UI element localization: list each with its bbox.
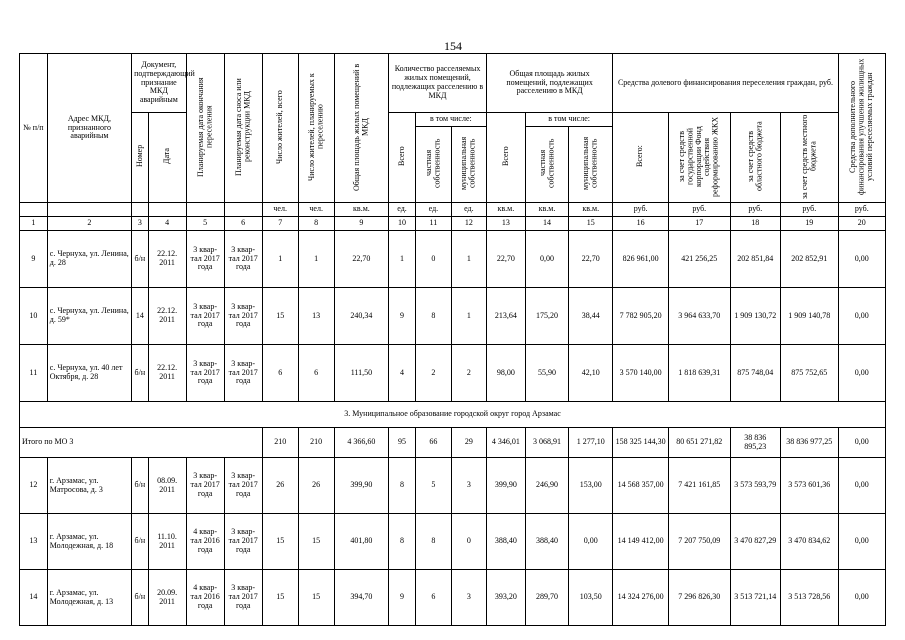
row-value: 246,90	[525, 458, 568, 514]
unit-cell: ед.	[389, 203, 416, 217]
row-plan-demolish: 3 квар- тал 2017 года	[224, 231, 262, 288]
table-row	[20, 514, 886, 570]
section-row	[20, 402, 886, 428]
row-doc-date: 22.12. 2011	[148, 231, 186, 288]
column-number: 8	[298, 217, 334, 231]
header-address: Адрес МКД, признанного аварийным	[47, 54, 131, 203]
row-value: 55,90	[525, 345, 568, 402]
row-value: 826 961,00	[613, 231, 669, 288]
row-value: 3	[451, 570, 486, 626]
row-plan-resettle: 3 квар- тал 2017 года	[186, 345, 224, 402]
table-row	[20, 458, 886, 514]
row-doc-number: 14	[132, 288, 148, 345]
row-value: 22,70	[569, 231, 613, 288]
row-value: 15	[298, 514, 334, 570]
row-value: 14 324 276,00	[613, 570, 669, 626]
row-value: 175,20	[525, 288, 568, 345]
table-row	[20, 570, 886, 626]
column-number: 18	[730, 217, 780, 231]
row-doc-date: 22.12. 2011	[148, 288, 186, 345]
total-value: 210	[298, 428, 334, 458]
header-plan-resettle: Планируемая дата окончания переселения	[186, 54, 224, 203]
header-area-including: в том числе:	[525, 113, 612, 127]
row-value: 388,40	[525, 514, 568, 570]
row-doc-number: б/н	[132, 458, 148, 514]
row-value: 14 568 357,00	[613, 458, 669, 514]
column-number: 13	[486, 217, 525, 231]
row-value: 213,64	[486, 288, 525, 345]
column-number: 16	[613, 217, 669, 231]
row-value: 14 149 412,00	[613, 514, 669, 570]
column-number: 10	[389, 217, 416, 231]
row-value: 6	[298, 345, 334, 402]
total-value: 4 346,01	[486, 428, 525, 458]
row-value: 26	[262, 458, 298, 514]
header-rooms-private: частная собственность	[415, 127, 451, 203]
row-value: 153,00	[569, 458, 613, 514]
row-value: 15	[298, 570, 334, 626]
row-doc-date: 20.09. 2011	[148, 570, 186, 626]
column-number: 15	[569, 217, 613, 231]
row-value: 3 570 140,00	[613, 345, 669, 402]
header-fund-reform: за счет средств государственной корпорации Фонд содействия реформированию ЖКХ	[668, 113, 730, 203]
row-value: 9	[389, 288, 416, 345]
column-number: 4	[148, 217, 186, 231]
row-value: 3 573 593,79	[730, 458, 780, 514]
column-number: 20	[838, 217, 885, 231]
row-plan-resettle: 3 квар- тал 2017 года	[186, 458, 224, 514]
total-value: 29	[451, 428, 486, 458]
unit-cell: ед.	[451, 203, 486, 217]
header-area-total: Всего	[486, 113, 525, 203]
header-doc-number: Номер	[132, 113, 148, 203]
row-value: 3	[451, 458, 486, 514]
total-value: 4 366,60	[334, 428, 389, 458]
row-value: 399,90	[334, 458, 389, 514]
resettlement-table	[19, 53, 886, 626]
row-value: 7 296 826,30	[668, 570, 730, 626]
row-value: 0	[415, 231, 451, 288]
row-plan-resettle: 4 квар- тал 2016 года	[186, 570, 224, 626]
header-room-count: Количество расселяемых жилых помещений, подлежащих расселению в МКД	[389, 54, 487, 113]
row-plan-demolish: 3 квар- тал 2017 года	[224, 345, 262, 402]
row-value: 240,34	[334, 288, 389, 345]
row-plan-demolish: 3 квар- тал 2017 года	[224, 514, 262, 570]
table-row	[20, 288, 886, 345]
row-value: 8	[415, 514, 451, 570]
row-value: 7 207 750,09	[668, 514, 730, 570]
row-value: 8	[389, 514, 416, 570]
column-number: 7	[262, 217, 298, 231]
row-address: с. Чернуха, ул. 40 лет Октября, д. 28	[47, 345, 131, 402]
table-row	[20, 231, 886, 288]
column-number: 17	[668, 217, 730, 231]
total-value: 158 325 144,30	[613, 428, 669, 458]
row-value: 5	[415, 458, 451, 514]
row-value: 22,70	[334, 231, 389, 288]
header-fund-regional: за счет средств областного бюджета	[730, 113, 780, 203]
row-value: 3 470 827,29	[730, 514, 780, 570]
row-value: 1 909 140,78	[780, 288, 838, 345]
row-value: 15	[262, 570, 298, 626]
header-document: Документ, подтверждающий признание МКД аварийным	[132, 54, 187, 113]
row-value: 0,00	[838, 288, 885, 345]
column-number: 6	[224, 217, 262, 231]
row-value: 0,00	[838, 458, 885, 514]
column-number: 11	[415, 217, 451, 231]
row-plan-demolish: 3 квар- тал 2017 года	[224, 458, 262, 514]
row-value: 401,80	[334, 514, 389, 570]
row-plan-resettle: 4 квар- тал 2016 года	[186, 514, 224, 570]
row-value: 0,00	[838, 514, 885, 570]
row-value: 875 748,04	[730, 345, 780, 402]
row-doc-date: 08.09. 2011	[148, 458, 186, 514]
row-value: 0,00	[838, 231, 885, 288]
row-value: 1	[262, 231, 298, 288]
total-value: 80 651 271,82	[668, 428, 730, 458]
row-number: 10	[20, 288, 48, 345]
row-value: 7 782 905,20	[613, 288, 669, 345]
total-value: 3 068,91	[525, 428, 568, 458]
row-doc-number: б/н	[132, 345, 148, 402]
row-value: 4	[389, 345, 416, 402]
column-number: 3	[132, 217, 148, 231]
row-value: 393,20	[486, 570, 525, 626]
unit-cell: руб.	[613, 203, 669, 217]
header-residents-total: Число жителей, всего	[262, 54, 298, 203]
row-value: 15	[262, 288, 298, 345]
total-row	[20, 428, 886, 458]
row-value: 421 256,25	[668, 231, 730, 288]
row-value: 388,40	[486, 514, 525, 570]
unit-cell: кв.м.	[525, 203, 568, 217]
row-value: 8	[415, 288, 451, 345]
row-doc-number: б/н	[132, 231, 148, 288]
column-number: 14	[525, 217, 568, 231]
header-funds-total: Всего:	[613, 113, 669, 203]
unit-cell: чел.	[298, 203, 334, 217]
header-funds: Средства долевого финансирования переселения граждан, руб.	[613, 54, 838, 113]
total-value: 95	[389, 428, 416, 458]
row-number: 14	[20, 570, 48, 626]
unit-cell: руб.	[730, 203, 780, 217]
column-number: 5	[186, 217, 224, 231]
row-value: 0,00	[525, 231, 568, 288]
row-value: 6	[262, 345, 298, 402]
header-doc-date: Дата	[148, 113, 186, 203]
row-address: г. Арзамас, ул. Матросова, д. 3	[47, 458, 131, 514]
row-value: 26	[298, 458, 334, 514]
row-value: 2	[415, 345, 451, 402]
row-address: г. Арзамас, ул. Молодежная, д. 18	[47, 514, 131, 570]
row-value: 3 513 728,56	[780, 570, 838, 626]
row-plan-resettle: 3 квар- тал 2017 года	[186, 288, 224, 345]
row-value: 103,50	[569, 570, 613, 626]
row-value: 8	[389, 458, 416, 514]
header-area-municipal: муниципальная собственность	[569, 127, 613, 203]
unit-cell: кв.м.	[334, 203, 389, 217]
row-value: 399,90	[486, 458, 525, 514]
row-doc-date: 11.10. 2011	[148, 514, 186, 570]
header-rooms-including: в том числе:	[415, 113, 486, 127]
total-value: 38 836 895,23	[730, 428, 780, 458]
row-value: 0,00	[569, 514, 613, 570]
header-area-private: частная собственность	[525, 127, 568, 203]
row-address: с. Чернуха, ул. Ленина, д. 28	[47, 231, 131, 288]
header-plan-demolish: Планируемая дата сноса или реконструкции МКД	[224, 54, 262, 203]
row-number: 13	[20, 514, 48, 570]
header-fund-extra: Средства дополнительного финансирования улучшения жилищных условий переселяемых граждан	[838, 54, 885, 203]
total-value: 66	[415, 428, 451, 458]
row-value: 3 964 633,70	[668, 288, 730, 345]
row-value: 202 852,91	[780, 231, 838, 288]
row-value: 38,44	[569, 288, 613, 345]
header-residents-planned: Число жителей, планируемых к переселению	[298, 54, 334, 203]
row-value: 394,70	[334, 570, 389, 626]
row-value: 2	[451, 345, 486, 402]
row-number: 11	[20, 345, 48, 402]
row-value: 202 851,84	[730, 231, 780, 288]
row-plan-resettle: 3 квар- тал 2017 года	[186, 231, 224, 288]
row-value: 13	[298, 288, 334, 345]
row-value: 289,70	[525, 570, 568, 626]
column-number: 2	[47, 217, 131, 231]
row-value: 15	[262, 514, 298, 570]
total-value: 0,00	[838, 428, 885, 458]
total-value: 38 836 977,25	[780, 428, 838, 458]
total-label: Итого по МО 3	[20, 428, 263, 458]
row-value: 0,00	[838, 345, 885, 402]
unit-cell: руб.	[668, 203, 730, 217]
row-value: 6	[415, 570, 451, 626]
header-fund-local: за счет средств местного бюджета	[780, 113, 838, 203]
row-value: 3 513 721,14	[730, 570, 780, 626]
row-value: 9	[389, 570, 416, 626]
unit-cell: кв.м.	[486, 203, 525, 217]
row-value: 22,70	[486, 231, 525, 288]
row-value: 1	[298, 231, 334, 288]
unit-cell: кв.м.	[569, 203, 613, 217]
unit-cell: ед.	[415, 203, 451, 217]
row-number: 12	[20, 458, 48, 514]
column-number: 9	[334, 217, 389, 231]
row-value: 0	[451, 514, 486, 570]
units-row	[20, 203, 886, 217]
header-num: № п/п	[20, 54, 48, 203]
total-value: 210	[262, 428, 298, 458]
header-rooms-total: Всего	[389, 113, 416, 203]
page-number: 154	[444, 39, 462, 53]
row-value: 42,10	[569, 345, 613, 402]
column-number: 1	[20, 217, 48, 231]
row-value: 98,00	[486, 345, 525, 402]
row-doc-number: б/н	[132, 514, 148, 570]
row-plan-demolish: 3 квар- тал 2017 года	[224, 288, 262, 345]
row-value: 1	[451, 288, 486, 345]
row-doc-number: б/н	[132, 570, 148, 626]
unit-cell: руб.	[838, 203, 885, 217]
row-address: г. Арзамас, ул. Молодежная, д. 13	[47, 570, 131, 626]
row-address: с. Чернуха, ул. Ленина, д. 59*	[47, 288, 131, 345]
row-value: 111,50	[334, 345, 389, 402]
row-value: 3 573 601,36	[780, 458, 838, 514]
table-row	[20, 345, 886, 402]
column-number: 19	[780, 217, 838, 231]
unit-cell: руб.	[780, 203, 838, 217]
row-doc-date: 22.12. 2011	[148, 345, 186, 402]
column-number: 12	[451, 217, 486, 231]
column-number-row	[20, 217, 886, 231]
total-value: 1 277,10	[569, 428, 613, 458]
row-plan-demolish: 3 квар- тал 2017 года	[224, 570, 262, 626]
row-number: 9	[20, 231, 48, 288]
row-value: 0,00	[838, 570, 885, 626]
section-title: 3. Муниципальное образование городской округ город Арзамас	[20, 402, 886, 428]
header-area-resettle: Общая площадь жилых помещений, подлежащих расселению в МКД	[486, 54, 613, 113]
row-value: 1 909 130,72	[730, 288, 780, 345]
row-value: 1	[389, 231, 416, 288]
row-value: 1 818 639,31	[668, 345, 730, 402]
row-value: 7 421 161,85	[668, 458, 730, 514]
unit-cell: чел.	[262, 203, 298, 217]
row-value: 875 752,65	[780, 345, 838, 402]
row-value: 1	[451, 231, 486, 288]
header-total-area: Общая площадь жилых помещений в МКД	[334, 54, 389, 203]
header-rooms-municipal: муниципальная собственность	[451, 127, 486, 203]
row-value: 3 470 834,62	[780, 514, 838, 570]
